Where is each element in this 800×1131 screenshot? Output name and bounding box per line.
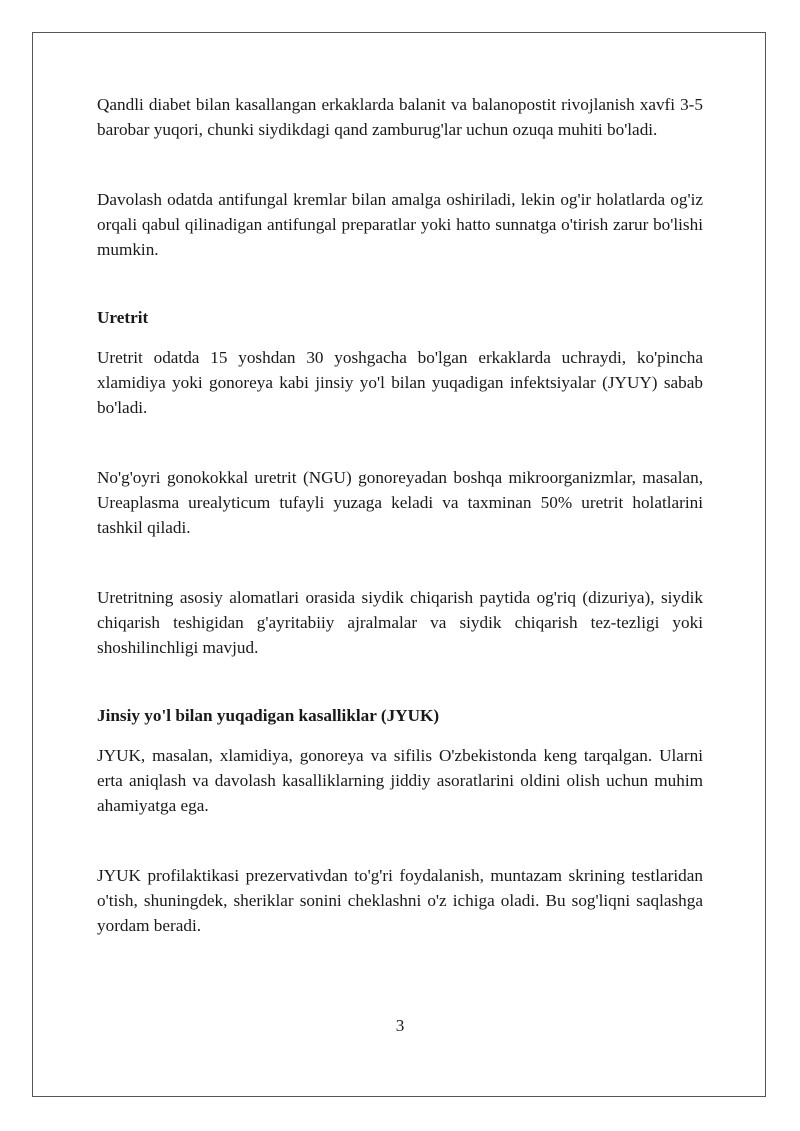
paragraph-uretrit-symptoms: Uretritning asosiy alomatlari orasida siydik chiqarish paytida og'riq (dizuriya), siydik chiqarish teshigidan g'ayritabiiy ajralmalar va siydik chiqarish tez-tezligi yoki shoshilinchligi mavjud. — [97, 588, 703, 657]
paragraph-ngu: No'g'oyri gonokokkal uretrit (NGU) gonoreyadan boshqa mikroorganizmlar, masalan, Ureaplasma urealyticum tufayli yuzaga keladi va taxminan 50% uretrit holatlarini tashkil qiladi. — [97, 468, 703, 537]
paragraph-jyuk-prevalence: JYUK, masalan, xlamidiya, gonoreya va sifilis O'zbekistonda keng tarqalgan. Ularni erta aniqlash va davolash kasalliklarning jiddiy asoratlarini oldini olish uchun muhim ahamiyatga ega. — [97, 746, 703, 815]
section-heading-uretrit: Uretrit — [97, 308, 149, 327]
document-body — [97, 92, 703, 938]
paragraph-treatment: Davolash odatda antifungal kremlar bilan amalga oshiriladi, lekin og'ir holatlarda og'iz orqali qabul qilinadigan antifungal preparatlar yoki hatto sunnatga o'tirish zarur bo'lishi mumkin. — [97, 190, 703, 259]
paragraph-uretrit-age: Uretrit odatda 15 yoshdan 30 yoshgacha bo'lgan erkaklarda uchraydi, ko'pincha xlamidiya yoki gonoreya kabi jinsiy yo'l bilan yuqadigan infektsiyalar (JYUY) sabab bo'ladi. — [97, 348, 703, 417]
page-number: 3 — [395, 1016, 405, 1035]
paragraph-diabetes-risk: Qandli diabet bilan kasallangan erkaklarda balanit va balanopostit rivojlanish xavfi 3-5 barobar yuqori, chunki siydikdagi qand zamburug'lar uchun ozuqa muhiti bo'ladi. — [97, 95, 703, 139]
paragraph-jyuk-prevention: JYUK profilaktikasi prezervativdan to'g'ri foydalanish, muntazam skrining testlaridan o'tish, shuningdek, sheriklar sonini cheklashni o'z ichiga oladi. Bu sog'liqni saqlashga yordam beradi. — [97, 866, 703, 935]
section-heading-jyuk: Jinsiy yo'l bilan yuqadigan kasalliklar (JYUK) — [97, 706, 440, 725]
